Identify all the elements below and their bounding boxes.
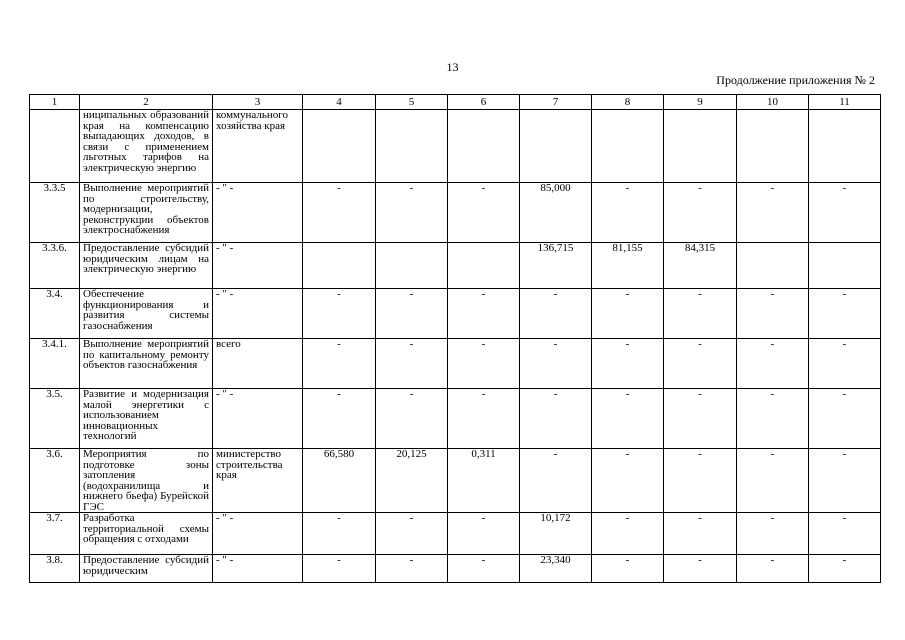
value-cell: - xyxy=(592,449,664,513)
value-cell: - xyxy=(592,339,664,389)
measure-description-cell: Мероприятия по подготовке зоны затопления (водохранилища и нижнего бьефа) Бурейской ГЭС xyxy=(80,449,213,513)
value-cell: - xyxy=(303,555,376,583)
table-row xyxy=(30,183,881,243)
measure-description-cell: Обеспечение функционирования и развития системы газоснабжения xyxy=(80,289,213,339)
value-cell xyxy=(303,243,376,289)
value-cell: - xyxy=(376,289,448,339)
header-cell: 6 xyxy=(448,95,520,110)
item-number-cell: 3.8. xyxy=(30,555,80,583)
value-cell: - xyxy=(592,513,664,555)
value-cell: - xyxy=(809,339,881,389)
value-cell: - xyxy=(664,513,737,555)
executor-cell: министерство строительства края xyxy=(213,449,303,513)
table-row xyxy=(30,243,881,289)
value-cell: - xyxy=(448,289,520,339)
value-cell xyxy=(737,110,809,183)
value-cell: - xyxy=(303,389,376,449)
value-cell: - xyxy=(592,289,664,339)
measure-description-cell: Развитие и модернизация малой энергетики с использованием инновационных технологий xyxy=(80,389,213,449)
executor-cell: - " - xyxy=(213,183,303,243)
value-cell: - xyxy=(664,183,737,243)
value-cell: - xyxy=(592,389,664,449)
value-cell: 136,715 xyxy=(520,243,592,289)
value-cell: - xyxy=(809,449,881,513)
measure-description-cell: Предоставление субсидий юридическим лицам на электрическую энергию xyxy=(80,243,213,289)
value-cell xyxy=(448,110,520,183)
value-cell: 81,155 xyxy=(592,243,664,289)
value-cell: - xyxy=(448,339,520,389)
value-cell: - xyxy=(376,183,448,243)
value-cell xyxy=(592,110,664,183)
value-cell: 0,311 xyxy=(448,449,520,513)
value-cell: - xyxy=(737,289,809,339)
value-cell xyxy=(809,110,881,183)
value-cell: - xyxy=(664,555,737,583)
table-row xyxy=(30,449,881,513)
value-cell: 85,000 xyxy=(520,183,592,243)
value-cell: 23,340 xyxy=(520,555,592,583)
value-cell: - xyxy=(448,389,520,449)
value-cell: - xyxy=(737,389,809,449)
executor-cell: - " - xyxy=(213,389,303,449)
value-cell: - xyxy=(448,183,520,243)
value-cell: - xyxy=(737,339,809,389)
table-row xyxy=(30,513,881,555)
item-number-cell: 3.3.5 xyxy=(30,183,80,243)
value-cell: - xyxy=(448,555,520,583)
table-row xyxy=(30,110,881,183)
value-cell: - xyxy=(520,339,592,389)
item-number-cell: 3.3.6. xyxy=(30,243,80,289)
value-cell: - xyxy=(592,183,664,243)
value-cell: - xyxy=(809,513,881,555)
value-cell: - xyxy=(737,513,809,555)
header-cell: 10 xyxy=(737,95,809,110)
executor-cell: всего xyxy=(213,339,303,389)
value-cell: - xyxy=(664,389,737,449)
value-cell: - xyxy=(737,183,809,243)
page-number: 13 xyxy=(446,60,459,74)
value-cell xyxy=(448,243,520,289)
header-cell: 1 xyxy=(30,95,80,110)
value-cell: - xyxy=(809,389,881,449)
table-row xyxy=(30,555,881,583)
value-cell: - xyxy=(520,449,592,513)
table-row xyxy=(30,289,881,339)
value-cell: - xyxy=(809,555,881,583)
header-row xyxy=(30,95,881,110)
value-cell xyxy=(303,110,376,183)
value-cell xyxy=(664,110,737,183)
value-cell: - xyxy=(520,389,592,449)
value-cell: - xyxy=(592,555,664,583)
header-cell: 7 xyxy=(520,95,592,110)
value-cell: 20,125 xyxy=(376,449,448,513)
value-cell: - xyxy=(664,289,737,339)
value-cell: - xyxy=(809,289,881,339)
value-cell: - xyxy=(448,513,520,555)
value-cell: - xyxy=(520,289,592,339)
header-cell: 8 xyxy=(592,95,664,110)
table-row xyxy=(30,339,881,389)
value-cell: 66,580 xyxy=(303,449,376,513)
item-number-cell: 3.6. xyxy=(30,449,80,513)
measure-description-cell: Выполнение мероприятий по строительству, модернизации, реконструкции объектов электроснабжения xyxy=(80,183,213,243)
executor-cell: - " - xyxy=(213,555,303,583)
value-cell: - xyxy=(809,183,881,243)
value-cell: - xyxy=(664,449,737,513)
value-cell: - xyxy=(737,555,809,583)
value-cell: - xyxy=(303,289,376,339)
value-cell: - xyxy=(376,513,448,555)
value-cell: - xyxy=(303,339,376,389)
value-cell xyxy=(376,110,448,183)
executor-cell: коммунального хозяйства края xyxy=(213,110,303,183)
value-cell: - xyxy=(376,339,448,389)
measure-description-cell: Предоставление субсидий юридическим xyxy=(80,555,213,583)
measure-description-cell: Разработка территориальной схемы обращения с отходами xyxy=(80,513,213,555)
value-cell: - xyxy=(664,339,737,389)
header-cell: 4 xyxy=(303,95,376,110)
value-cell: - xyxy=(376,389,448,449)
value-cell: - xyxy=(303,183,376,243)
header-cell: 3 xyxy=(213,95,303,110)
table-row xyxy=(30,389,881,449)
value-cell: - xyxy=(376,555,448,583)
header-cell: 2 xyxy=(80,95,213,110)
item-number-cell: 3.4. xyxy=(30,289,80,339)
executor-cell: - " - xyxy=(213,243,303,289)
item-number-cell xyxy=(30,110,80,183)
measure-description-cell: ниципальных образований края на компенсацию выпадающих доходов, в связи с применением льготных тарифов на электрическую энергию xyxy=(80,110,213,183)
value-cell xyxy=(737,243,809,289)
item-number-cell: 3.7. xyxy=(30,513,80,555)
header-cell: 5 xyxy=(376,95,448,110)
item-number-cell: 3.4.1. xyxy=(30,339,80,389)
value-cell: 10,172 xyxy=(520,513,592,555)
item-number-cell: 3.5. xyxy=(30,389,80,449)
value-cell xyxy=(809,243,881,289)
executor-cell: - " - xyxy=(213,513,303,555)
value-cell: - xyxy=(303,513,376,555)
measure-description-cell: Выполнение мероприятий по капитальному ремонту объектов газоснабжения xyxy=(80,339,213,389)
program-table xyxy=(29,94,881,583)
header-cell: 9 xyxy=(664,95,737,110)
value-cell xyxy=(520,110,592,183)
table-body xyxy=(30,95,881,583)
executor-cell: - " - xyxy=(213,289,303,339)
appendix-continuation-label: Продолжение приложения № 2 xyxy=(716,73,875,87)
value-cell xyxy=(376,243,448,289)
value-cell: 84,315 xyxy=(664,243,737,289)
value-cell: - xyxy=(737,449,809,513)
header-cell: 11 xyxy=(809,95,881,110)
